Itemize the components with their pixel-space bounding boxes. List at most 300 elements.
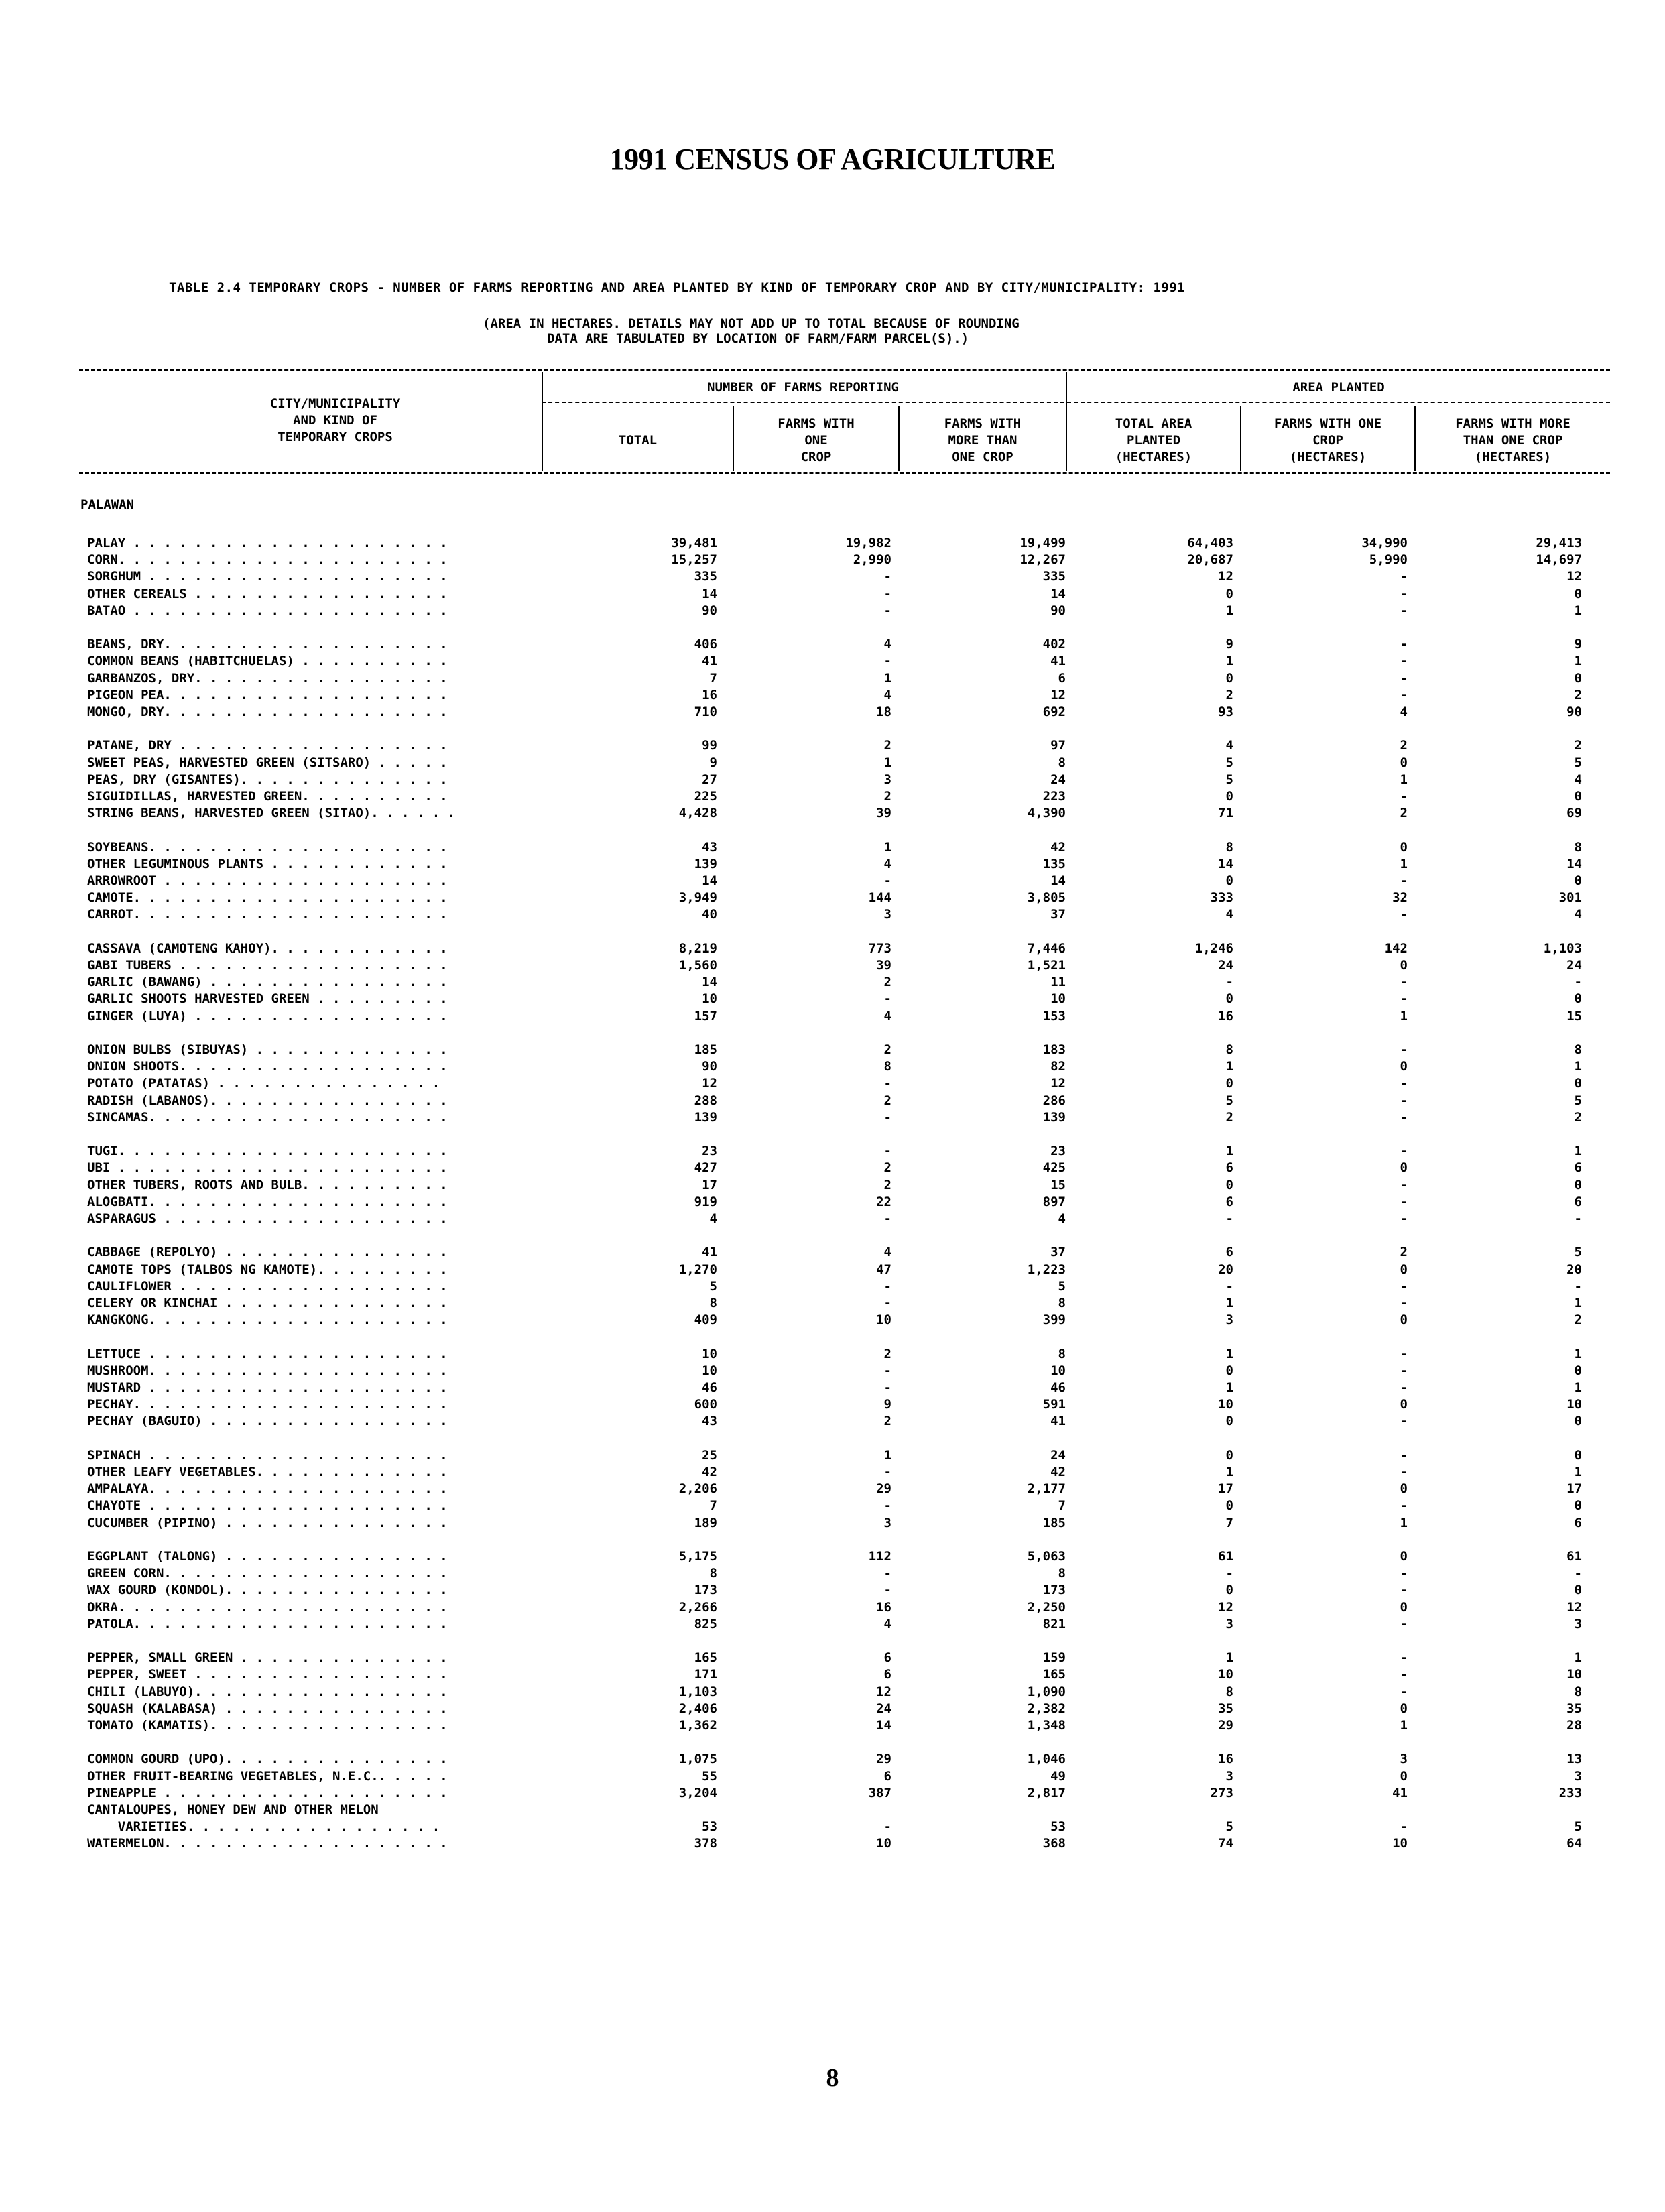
value-cell: 8 — [709, 1296, 717, 1310]
region-label: PALAWAN — [80, 497, 135, 512]
value-cell: 90 — [1050, 603, 1066, 618]
crop-name: CANTALOUPES, HONEY DEW AND OTHER MELON — [87, 1802, 379, 1817]
table-row — [0, 940, 1665, 957]
value-cell: 2 — [883, 1177, 891, 1192]
value-cell: - — [1400, 1616, 1408, 1632]
value-cell: 233 — [1558, 1785, 1582, 1800]
value-cell: 12 — [1566, 1599, 1582, 1615]
value-cell: 10 — [1566, 1667, 1582, 1682]
value-cell: 1 — [883, 1447, 891, 1463]
value-cell: 225 — [694, 789, 717, 804]
value-cell: 2,250 — [1027, 1599, 1066, 1615]
value-cell: 402 — [1042, 637, 1066, 652]
value-cell: 6 — [1574, 1194, 1582, 1209]
value-cell: 1,103 — [1543, 940, 1582, 956]
table-row — [0, 1819, 1665, 1835]
value-cell: 3 — [1225, 1616, 1233, 1632]
value-cell: - — [1400, 1042, 1408, 1057]
table-row — [0, 1177, 1665, 1194]
crop-name: CHILI (LABUYO). . . . . . . . . . . . . . . . . — [87, 1684, 448, 1699]
value-cell: 14 — [876, 1718, 891, 1733]
value-cell: 2 — [1225, 1109, 1233, 1125]
value-cell: 0 — [1400, 958, 1408, 973]
value-cell: 157 — [694, 1008, 717, 1024]
value-cell: 16 — [1218, 1008, 1233, 1024]
value-cell: 0 — [1574, 670, 1582, 686]
value-cell: 5 — [1574, 1245, 1582, 1260]
value-cell: 406 — [694, 637, 717, 652]
value-cell: 5,990 — [1369, 552, 1408, 568]
crop-name: EGGPLANT (TALONG) . . . . . . . . . . . . . . . — [87, 1549, 448, 1564]
value-cell: 223 — [1042, 789, 1066, 804]
value-cell: 19,499 — [1020, 536, 1066, 550]
value-cell: 0 — [1400, 1160, 1408, 1176]
value-cell: 2,266 — [678, 1599, 717, 1615]
value-cell: 53 — [1050, 1819, 1066, 1835]
value-cell: 0 — [1400, 1397, 1408, 1412]
value-cell: 8 — [709, 1566, 717, 1581]
crop-name: LETTUCE . . . . . . . . . . . . . . . . . . . . — [87, 1346, 448, 1361]
value-cell: 427 — [694, 1160, 717, 1176]
col-total-header: TOTAL — [618, 433, 658, 448]
value-cell: 8 — [1225, 839, 1233, 855]
crop-name: GARLIC SHOOTS HARVESTED GREEN . . . . . . . . . — [87, 991, 448, 1007]
value-cell: 1,560 — [678, 958, 717, 973]
value-cell: 28 — [1566, 1718, 1582, 1733]
value-cell: 2 — [1400, 738, 1408, 753]
value-cell: 591 — [1042, 1397, 1066, 1412]
table-row — [0, 1042, 1665, 1058]
value-cell: - — [1400, 991, 1408, 1007]
value-cell: 3 — [1574, 1616, 1582, 1632]
value-cell: 0 — [1225, 670, 1233, 686]
value-cell: - — [1400, 789, 1408, 804]
value-cell: 14 — [1566, 856, 1582, 871]
value-cell: 14 — [702, 975, 717, 990]
value-cell: - — [1400, 1447, 1408, 1463]
table-row — [0, 974, 1665, 991]
value-cell: 1 — [1574, 1059, 1582, 1074]
value-cell: 1 — [1225, 654, 1233, 669]
value-cell: 2,406 — [678, 1701, 717, 1716]
value-cell: 185 — [1042, 1515, 1066, 1530]
table-row — [0, 1768, 1665, 1785]
table-row — [0, 1481, 1665, 1497]
crop-name: MONGO, DRY. . . . . . . . . . . . . . . . . . . — [87, 704, 448, 719]
crop-name: MUSTARD . . . . . . . . . . . . . . . . . . . . — [87, 1380, 448, 1395]
header-line: (HECTARES) — [1289, 450, 1367, 465]
value-cell: 0 — [1400, 1701, 1408, 1716]
crop-name: SWEET PEAS, HARVESTED GREEN (SITSARO) . . . . . — [87, 755, 448, 770]
value-cell: 3 — [1400, 1752, 1408, 1767]
value-cell: 1 — [1574, 1144, 1582, 1159]
value-cell: 10 — [1566, 1397, 1582, 1412]
value-cell: 37 — [1050, 1245, 1066, 1260]
table-row — [0, 1666, 1665, 1683]
table-row — [0, 1413, 1665, 1430]
value-cell: 29 — [876, 1481, 891, 1497]
table-row — [0, 636, 1665, 653]
value-cell: 185 — [694, 1042, 717, 1057]
value-cell: 46 — [702, 1380, 717, 1395]
value-cell: 1 — [1400, 856, 1408, 871]
value-cell: 0 — [1400, 1599, 1408, 1615]
value-cell: 0 — [1225, 1498, 1233, 1514]
value-cell: - — [883, 1296, 891, 1310]
header-line: ONE — [804, 433, 828, 448]
crop-name: STRING BEANS, HARVESTED GREEN (SITAO). . . . . . — [87, 806, 456, 821]
value-cell: 2 — [883, 1346, 891, 1361]
crop-name: GINGER (LUYA) . . . . . . . . . . . . . . . . . — [87, 1008, 448, 1024]
crop-name: GREEN CORN. . . . . . . . . . . . . . . . . . . — [87, 1566, 448, 1581]
value-cell: 42 — [1050, 1465, 1066, 1479]
value-cell: 10 — [1050, 991, 1066, 1007]
value-cell: 99 — [702, 738, 717, 753]
table-row — [0, 1802, 1665, 1819]
table-row — [0, 788, 1665, 805]
table-row — [0, 1194, 1665, 1211]
value-cell: 6 — [1225, 1245, 1233, 1260]
value-cell: 14 — [702, 873, 717, 888]
table-row — [0, 1278, 1665, 1295]
value-cell: 3 — [883, 772, 891, 787]
crop-name: SORGHUM . . . . . . . . . . . . . . . . . . . . — [87, 569, 448, 585]
value-cell: - — [1400, 637, 1408, 652]
table-row — [0, 535, 1665, 552]
value-cell: 1 — [1400, 772, 1408, 787]
value-cell: 3 — [883, 907, 891, 922]
value-cell: 825 — [694, 1616, 717, 1632]
value-cell: 10 — [1050, 1363, 1066, 1378]
value-cell: 17 — [1566, 1481, 1582, 1497]
crop-name: SINCAMAS. . . . . . . . . . . . . . . . . . . . — [87, 1109, 448, 1125]
value-cell: 335 — [1042, 569, 1066, 585]
value-cell: 2 — [883, 789, 891, 804]
value-cell: 3 — [1225, 1312, 1233, 1328]
value-cell: 7 — [1225, 1515, 1233, 1530]
value-cell: 1 — [1574, 603, 1582, 618]
value-cell: 23 — [1050, 1144, 1066, 1159]
crop-name: OKRA. . . . . . . . . . . . . . . . . . . . . . — [87, 1599, 448, 1615]
value-cell: 19,982 — [845, 536, 891, 550]
value-cell: 189 — [694, 1515, 717, 1530]
table-row — [0, 1346, 1665, 1363]
value-cell: 3 — [1225, 1768, 1233, 1784]
value-cell: - — [1400, 1650, 1408, 1666]
farms-group-header: NUMBER OF FARMS REPORTING — [707, 380, 899, 395]
value-cell: 46 — [1050, 1380, 1066, 1395]
value-cell: - — [883, 586, 891, 601]
value-cell: 12 — [702, 1076, 717, 1091]
crop-name: PINEAPPLE . . . . . . . . . . . . . . . . . . . — [87, 1785, 448, 1800]
value-cell: 139 — [694, 1109, 717, 1125]
header-line: FARMS WITH MORE — [1455, 416, 1570, 431]
value-cell: 2 — [1574, 687, 1582, 702]
value-cell: - — [883, 991, 891, 1007]
value-cell: 24 — [876, 1701, 891, 1716]
value-cell: 12 — [1218, 1599, 1233, 1615]
value-cell: - — [1574, 975, 1582, 990]
value-cell: 25 — [702, 1447, 717, 1463]
value-cell: - — [1400, 1583, 1408, 1598]
table-row — [0, 1160, 1665, 1176]
value-cell: 8 — [1058, 755, 1066, 770]
table-row — [0, 1835, 1665, 1852]
value-cell: - — [883, 1498, 891, 1514]
value-cell: 1,090 — [1027, 1684, 1066, 1699]
value-cell: 7 — [1058, 1498, 1066, 1514]
value-cell: 8 — [883, 1059, 891, 1074]
value-cell: 0 — [1574, 1583, 1582, 1598]
value-cell: 0 — [1225, 1363, 1233, 1378]
value-cell: 1 — [1574, 1346, 1582, 1361]
value-cell: - — [1400, 586, 1408, 601]
crop-name: CASSAVA (CAMOTENG KAHOY). . . . . . . . . . . . — [87, 940, 448, 956]
table-note-line-1: (AREA IN HECTARES. DETAILS MAY NOT ADD UP TO TOTAL BECAUSE OF ROUNDING — [483, 316, 1020, 331]
value-cell: 10 — [1218, 1667, 1233, 1682]
table-row — [0, 1616, 1665, 1633]
value-cell: 1 — [1574, 1380, 1582, 1395]
crop-name: POTATO (PATATAS) . . . . . . . . . . . . . . . — [87, 1076, 440, 1091]
value-cell: - — [883, 1819, 891, 1835]
header-line: FARMS WITH ONE — [1274, 416, 1382, 431]
value-cell: 1 — [1225, 1380, 1233, 1395]
table-row — [0, 1244, 1665, 1261]
header-line: MORE THAN — [948, 433, 1018, 448]
value-cell: - — [1400, 687, 1408, 702]
value-cell: 8 — [1058, 1296, 1066, 1310]
value-cell: 53 — [702, 1819, 717, 1835]
table-caption: TABLE 2.4 TEMPORARY CROPS - NUMBER OF FARMS REPORTING AND AREA PLANTED BY KIND OF TEMPORARY CROP AND BY CITY/MUNICIPALITY: 1991 — [169, 280, 1186, 295]
value-cell: 135 — [1042, 856, 1066, 871]
value-cell: 10 — [702, 1346, 717, 1361]
table-row — [0, 603, 1665, 619]
value-cell: 14 — [702, 586, 717, 601]
value-cell: 1,223 — [1027, 1262, 1066, 1277]
value-cell: 2 — [1400, 806, 1408, 821]
table-row — [0, 772, 1665, 788]
value-cell: 0 — [1400, 1059, 1408, 1074]
crop-name: PIGEON PEA. . . . . . . . . . . . . . . . . . . — [87, 687, 448, 702]
value-cell: 8 — [1574, 1684, 1582, 1699]
value-cell: - — [1400, 1380, 1408, 1395]
value-cell: 0 — [1400, 1312, 1408, 1328]
value-cell: - — [1400, 603, 1408, 618]
value-cell: 10 — [1392, 1836, 1408, 1851]
value-cell: 171 — [694, 1667, 717, 1682]
value-cell: 4 — [1058, 1211, 1066, 1226]
value-cell: 10 — [876, 1836, 891, 1851]
crop-name: PALAY . . . . . . . . . . . . . . . . . . . . . — [87, 536, 448, 550]
value-cell: 10 — [702, 991, 717, 1007]
value-cell: 1,103 — [678, 1684, 717, 1699]
value-cell: 9 — [883, 1397, 891, 1412]
value-cell: 27 — [702, 772, 717, 787]
value-cell: 14 — [1050, 873, 1066, 888]
value-cell: 4 — [1225, 738, 1233, 753]
table-row — [0, 1599, 1665, 1616]
crop-name: VARIETIES. . . . . . . . . . . . . . . . . — [87, 1819, 440, 1835]
value-cell: - — [1400, 1667, 1408, 1682]
value-cell: 16 — [1218, 1752, 1233, 1767]
value-cell: 13 — [1566, 1752, 1582, 1767]
value-cell: 2 — [1574, 1312, 1582, 1328]
crop-name: KANGKONG. . . . . . . . . . . . . . . . . . . . — [87, 1312, 448, 1328]
stub-header-line: CITY/MUNICIPALITY — [269, 396, 401, 411]
value-cell: 1 — [1225, 1296, 1233, 1310]
value-cell: 2,817 — [1027, 1785, 1066, 1800]
value-cell: 0 — [1574, 586, 1582, 601]
crop-name: SPINACH . . . . . . . . . . . . . . . . . . . . — [87, 1447, 448, 1463]
value-cell: - — [883, 1076, 891, 1091]
value-cell: - — [1400, 1819, 1408, 1835]
value-cell: 1 — [1574, 1465, 1582, 1479]
value-cell: 273 — [1210, 1785, 1233, 1800]
value-cell: 35 — [1566, 1701, 1582, 1716]
value-cell: 5 — [1225, 772, 1233, 787]
value-cell: 12 — [1218, 569, 1233, 585]
value-cell: 1 — [1225, 1059, 1233, 1074]
value-cell: 5,175 — [678, 1549, 717, 1564]
value-cell: 42 — [1050, 839, 1066, 855]
value-cell: 4 — [883, 1616, 891, 1632]
table-row — [0, 1785, 1665, 1802]
table-row — [0, 1008, 1665, 1025]
value-cell: 0 — [1574, 1363, 1582, 1378]
value-cell: 18 — [876, 704, 891, 719]
value-cell: 43 — [702, 839, 717, 855]
value-cell: 5 — [1574, 1819, 1582, 1835]
value-cell: 15 — [1050, 1177, 1066, 1192]
value-cell: 3 — [883, 1515, 891, 1530]
value-cell: 6 — [883, 1650, 891, 1666]
value-cell: 600 — [694, 1397, 717, 1412]
value-cell: 2 — [883, 1160, 891, 1176]
value-cell: - — [1400, 1465, 1408, 1479]
value-cell: 41 — [1392, 1785, 1408, 1800]
value-cell: 0 — [1225, 1177, 1233, 1192]
value-cell: - — [1400, 1684, 1408, 1699]
crop-name: MUSHROOM. . . . . . . . . . . . . . . . . . . . — [87, 1363, 448, 1378]
crop-name: RADISH (LABANOS). . . . . . . . . . . . . . . . — [87, 1093, 448, 1108]
table-row — [0, 1515, 1665, 1532]
value-cell: 183 — [1042, 1042, 1066, 1057]
header-line: THAN ONE CROP — [1463, 433, 1563, 448]
value-cell: 41 — [702, 654, 717, 669]
value-cell: 2,382 — [1027, 1701, 1066, 1716]
value-cell: 1,521 — [1027, 958, 1066, 973]
table-row — [0, 1548, 1665, 1565]
table-row — [0, 1396, 1665, 1413]
value-cell: 5 — [709, 1278, 717, 1294]
value-cell: 4 — [1574, 772, 1582, 787]
value-cell: - — [883, 1144, 891, 1159]
value-cell: - — [1574, 1278, 1582, 1294]
value-cell: 6 — [1574, 1160, 1582, 1176]
value-cell: 39 — [876, 958, 891, 973]
value-cell: 5 — [1225, 1093, 1233, 1108]
value-cell: 2 — [1400, 1245, 1408, 1260]
value-cell: 12 — [1050, 687, 1066, 702]
value-cell: 29,413 — [1536, 536, 1582, 550]
value-cell: 97 — [1050, 738, 1066, 753]
stub-header-line: AND KIND OF — [293, 413, 377, 428]
crop-name: CABBAGE (REPOLYO) . . . . . . . . . . . . . . . — [87, 1245, 448, 1260]
value-cell: 0 — [1574, 789, 1582, 804]
value-cell: 37 — [1050, 907, 1066, 922]
value-cell: 335 — [694, 569, 717, 585]
value-cell: - — [883, 1211, 891, 1226]
value-cell: 40 — [702, 907, 717, 922]
value-cell: 11 — [1050, 975, 1066, 990]
crop-name: CARROT. . . . . . . . . . . . . . . . . . . . . — [87, 907, 448, 922]
table-row — [0, 1497, 1665, 1514]
value-cell: 2 — [1574, 738, 1582, 753]
value-cell: 41 — [1050, 1414, 1066, 1429]
value-cell: - — [1400, 1566, 1408, 1581]
value-cell: 0 — [1225, 1414, 1233, 1429]
table-row — [0, 805, 1665, 822]
value-cell: 2,990 — [853, 552, 891, 568]
value-cell: 8,219 — [678, 940, 717, 956]
table-row — [0, 856, 1665, 873]
value-cell: 4,428 — [678, 806, 717, 821]
value-cell: 39 — [876, 806, 891, 821]
value-cell: 5,063 — [1027, 1549, 1066, 1564]
table-row — [0, 1109, 1665, 1126]
crop-name: ASPARAGUS . . . . . . . . . . . . . . . . . . . — [87, 1211, 448, 1226]
crop-name: GARLIC (BAWANG) . . . . . . . . . . . . . . . . — [87, 975, 448, 990]
value-cell: 8 — [1058, 1346, 1066, 1361]
table-row — [0, 755, 1665, 772]
value-cell: - — [1400, 1278, 1408, 1294]
value-cell: 0 — [1574, 1414, 1582, 1429]
value-cell: - — [1400, 670, 1408, 686]
value-cell: 39,481 — [671, 536, 717, 550]
value-cell: 10 — [876, 1312, 891, 1328]
value-cell: 71 — [1218, 806, 1233, 821]
crop-name: PECHAY. . . . . . . . . . . . . . . . . . . . . — [87, 1397, 448, 1412]
value-cell: 1 — [1400, 1008, 1408, 1024]
value-cell: 20 — [1566, 1262, 1582, 1277]
value-cell: 5 — [1225, 1819, 1233, 1835]
value-cell: 4 — [883, 1008, 891, 1024]
value-cell: 82 — [1050, 1059, 1066, 1074]
value-cell: 6 — [883, 1768, 891, 1784]
value-cell: 4 — [883, 856, 891, 871]
value-cell: 0 — [1400, 1549, 1408, 1564]
value-cell: 93 — [1218, 704, 1233, 719]
value-cell: 8 — [1574, 839, 1582, 855]
crop-name: PATANE, DRY . . . . . . . . . . . . . . . . . . — [87, 738, 448, 753]
crop-name: CHAYOTE . . . . . . . . . . . . . . . . . . . . — [87, 1498, 448, 1514]
value-cell: 47 — [876, 1262, 891, 1277]
value-cell: 1 — [1574, 1296, 1582, 1310]
crop-name: UBI . . . . . . . . . . . . . . . . . . . . . . — [87, 1160, 448, 1176]
header-line: TOTAL AREA — [1115, 416, 1192, 431]
crop-name: GABI TUBERS . . . . . . . . . . . . . . . . . . — [87, 958, 448, 973]
value-cell: 4 — [1574, 907, 1582, 922]
crop-name: OTHER LEAFY VEGETABLES. . . . . . . . . . . . . — [87, 1465, 448, 1479]
value-cell: 139 — [694, 856, 717, 871]
value-cell: 1 — [883, 755, 891, 770]
table-row — [0, 1262, 1665, 1278]
value-cell: 8 — [1574, 1042, 1582, 1057]
value-cell: - — [883, 1566, 891, 1581]
value-cell: 0 — [1574, 1447, 1582, 1463]
value-cell: 90 — [702, 603, 717, 618]
value-cell: 64 — [1566, 1836, 1582, 1851]
